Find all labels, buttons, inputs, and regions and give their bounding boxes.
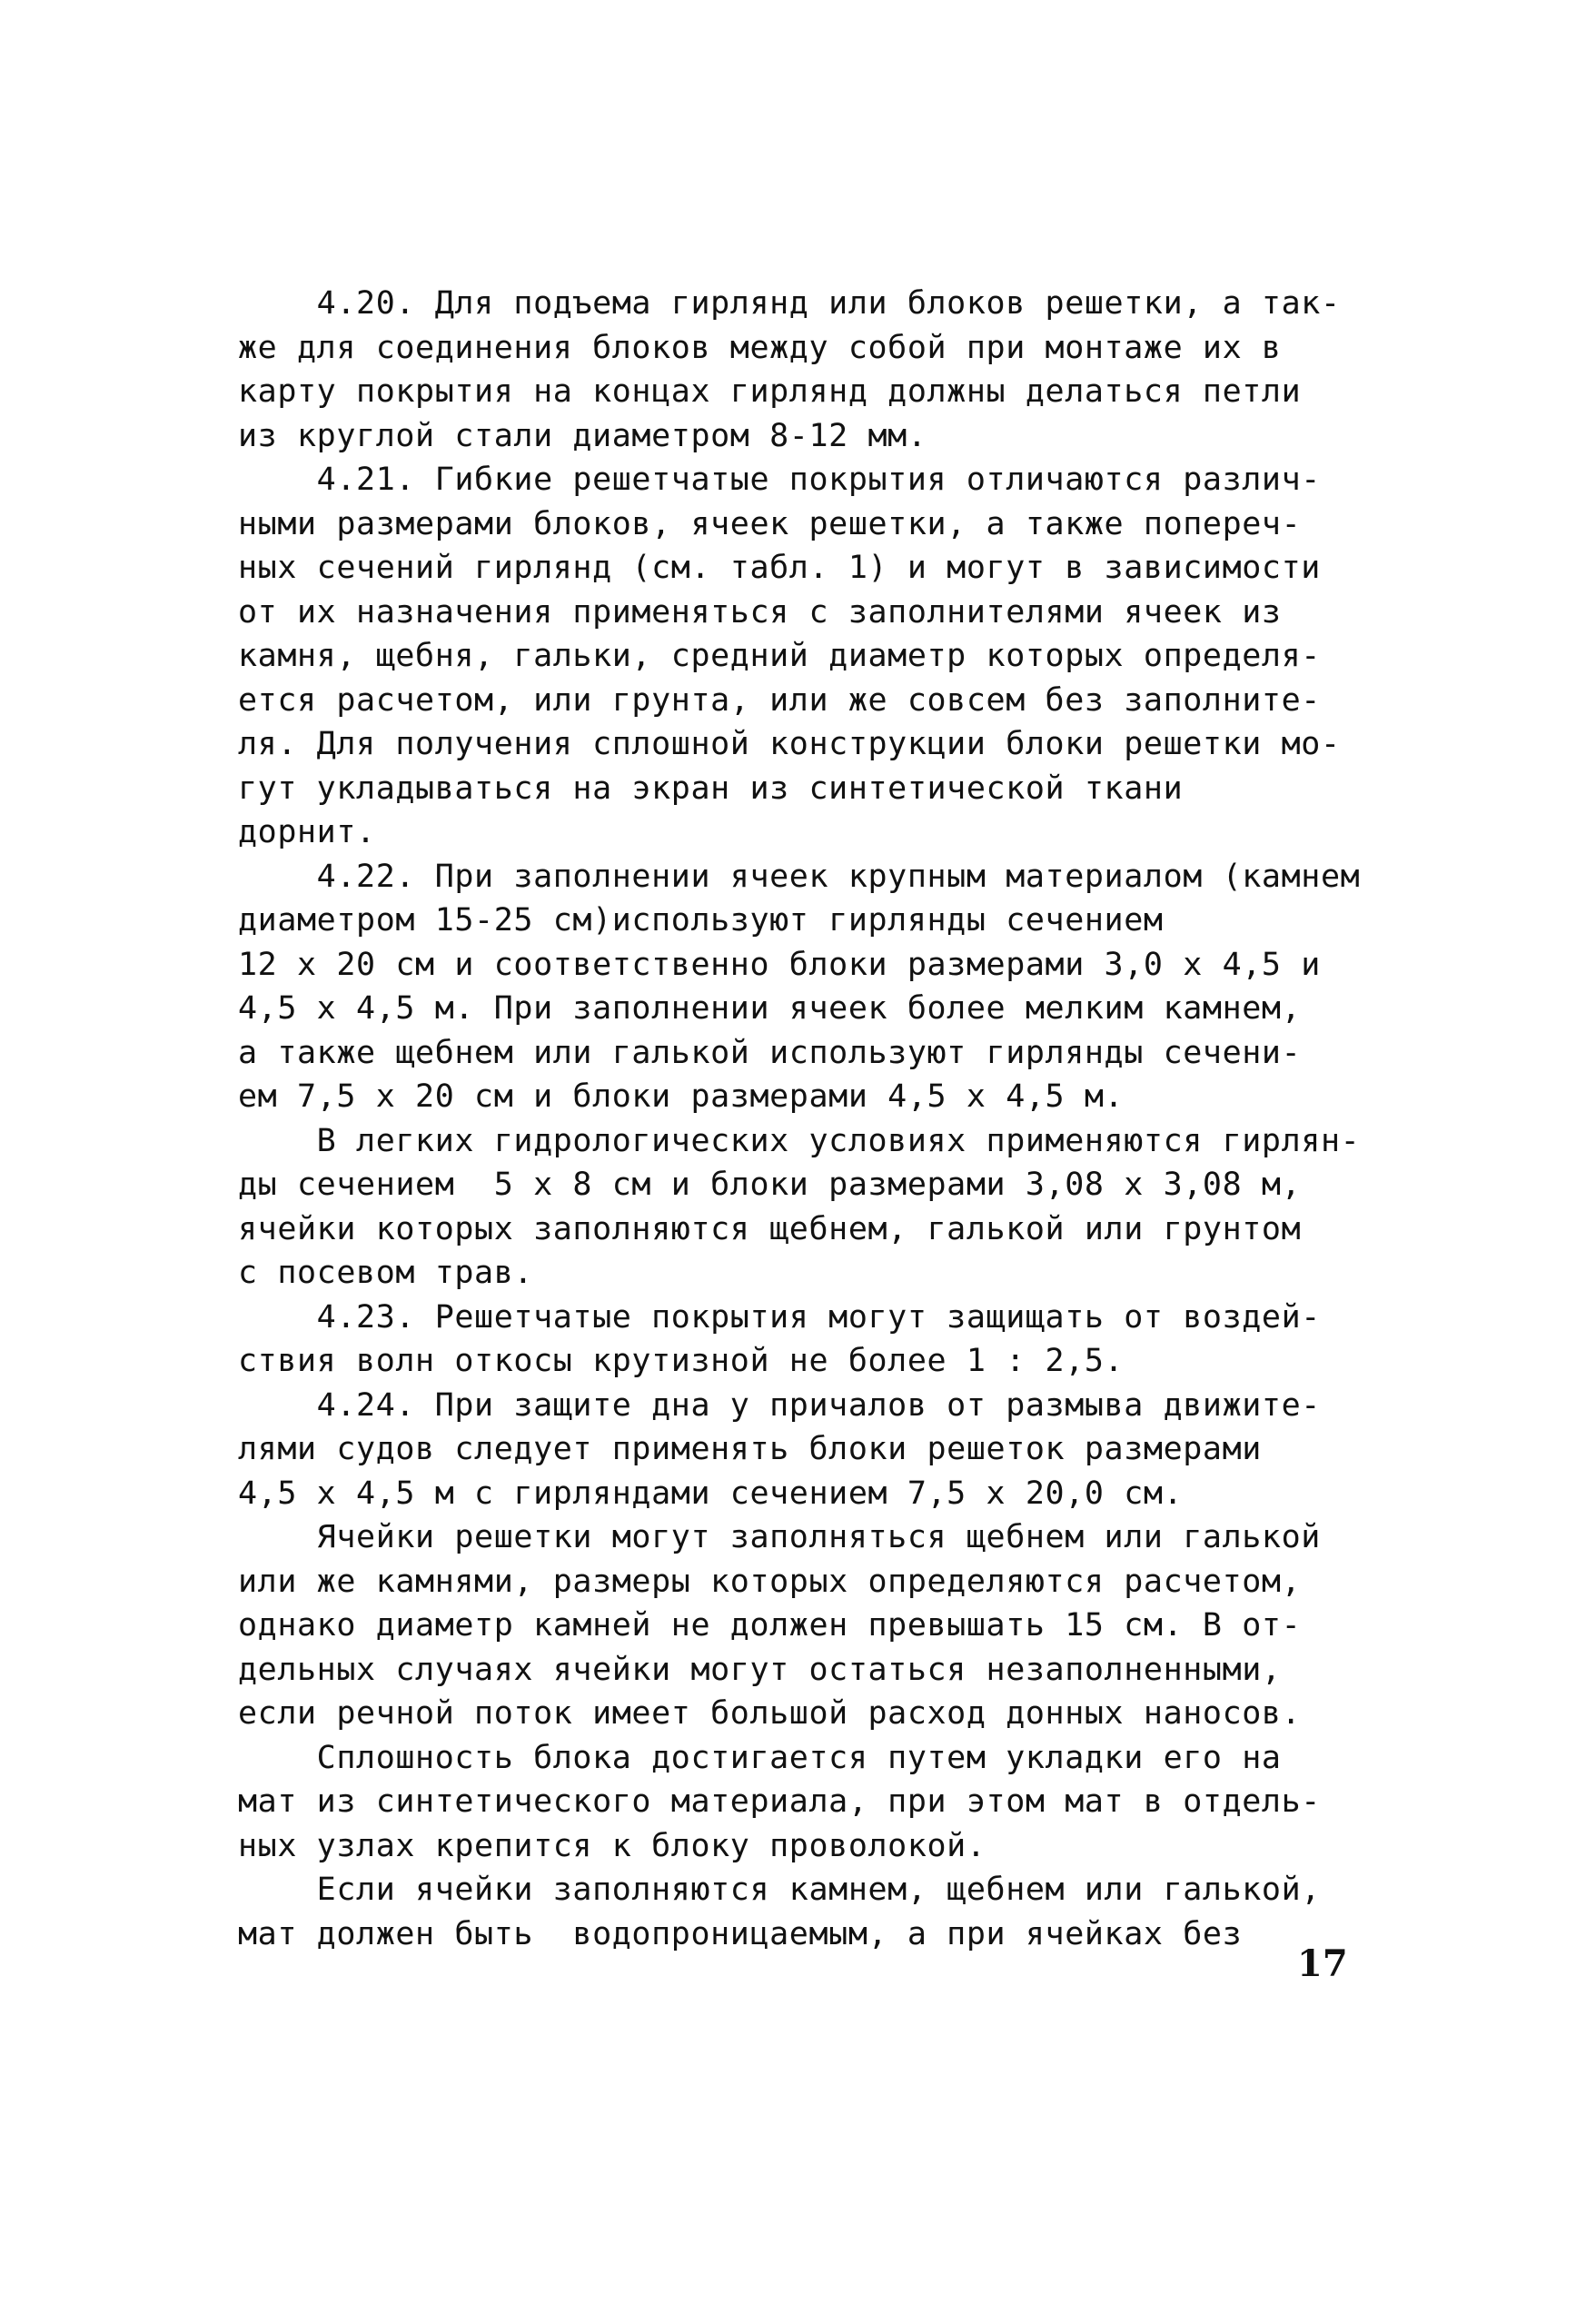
body-text	[238, 282, 1437, 1956]
text-line: Ячейки решетки могут заполняться щебнем или галькой	[238, 1519, 1321, 1555]
text-line: ды сечением 5 х 8 см и блоки размерами 3,08 х 3,08 м,	[238, 1167, 1302, 1203]
text-line: ля. Для получения сплошной конструкции блоки решетки мо-	[238, 726, 1341, 762]
text-line: карту покрытия на концах гирлянд должны делаться петли	[238, 373, 1302, 410]
text-line: от их назначения применяться с заполнителями ячеек из	[238, 593, 1282, 631]
text-line: 12 х 20 см и соответственно блоки размерами 3,0 х 4,5 и	[238, 946, 1321, 983]
text-line: лями судов следует применять блоки решеток размерами	[238, 1431, 1262, 1467]
text-line: ных узлах крепится к блоку проволокой.	[238, 1827, 986, 1864]
text-line: ячейки которых заполняются щебнем, галькой или грунтом	[238, 1210, 1302, 1247]
text-line: а также щебнем или галькой используют гирлянды сечени-	[238, 1034, 1302, 1071]
text-line: ными размерами блоков, ячеек решетки, а также попереч-	[238, 505, 1302, 542]
text-line: Если ячейки заполняются камнем, щебнем или галькой,	[238, 1872, 1321, 1908]
text-line: ных сечений гирлянд (см. табл. 1) и могут в зависимости	[238, 550, 1321, 586]
text-line: однако диаметр камней не должен превышать 15 см. В от-	[238, 1607, 1302, 1644]
text-line: ется расчетом, или грунта, или же совсем без заполните-	[238, 681, 1321, 719]
text-line: дельных случаях ячейки могут остаться незаполненными,	[238, 1651, 1282, 1688]
text-line: же для соединения блоков между собой при монтаже их в	[238, 329, 1282, 366]
text-line: 4.20. Для подъема гирлянд или блоков решетки, а так-	[238, 285, 1341, 322]
text-line: если речной поток имеет большой расход донных наносов.	[238, 1695, 1302, 1732]
text-line: камня, щебня, гальки, средний диаметр которых определя-	[238, 638, 1321, 674]
text-line: 4.21. Гибкие решетчатые покрытия отличаются различ-	[238, 462, 1321, 498]
text-line: 4.22. При заполнении ячеек крупным материалом (камнем	[238, 858, 1361, 895]
text-line: с посевом трав.	[238, 1255, 534, 1291]
text-line: дорнит.	[238, 814, 376, 850]
text-line: Сплошность блока достигается путем укладки его на	[238, 1739, 1282, 1776]
text-line: или же камнями, размеры которых определяются расчетом,	[238, 1563, 1302, 1600]
text-line: 4,5 х 4,5 м с гирляндами сечением 7,5 х 20,0 см.	[238, 1475, 1184, 1512]
text-line: из круглой стали диаметром 8-12 мм.	[238, 417, 927, 454]
text-line: мат должен быть водопроницаемым, а при ячейках без	[238, 1915, 1243, 1952]
text-line: В легких гидрологических условиях применяются гирлян-	[238, 1122, 1361, 1159]
text-line: ем 7,5 х 20 см и блоки размерами 4,5 х 4,5 м.	[238, 1078, 1125, 1115]
text-line: гут укладываться на экран из синтетической ткани	[238, 770, 1184, 807]
text-line: 4,5 х 4,5 м. При заполнении ячеек более мелким камнем,	[238, 990, 1302, 1027]
text-line: 4.24. При защите дна у причалов от размыва движите-	[238, 1386, 1321, 1424]
text-line: ствия волн откосы крутизной не более 1 : 2,5.	[238, 1343, 1125, 1379]
text-line: мат из синтетического материала, при этом мат в отдель-	[238, 1783, 1321, 1820]
text-line: диаметром 15-25 см)используют гирлянды сечением	[238, 902, 1164, 939]
page-number: 17	[1297, 1942, 1348, 1985]
text-line: 4.23. Решетчатые покрытия могут защищать от воздей-	[238, 1298, 1321, 1336]
